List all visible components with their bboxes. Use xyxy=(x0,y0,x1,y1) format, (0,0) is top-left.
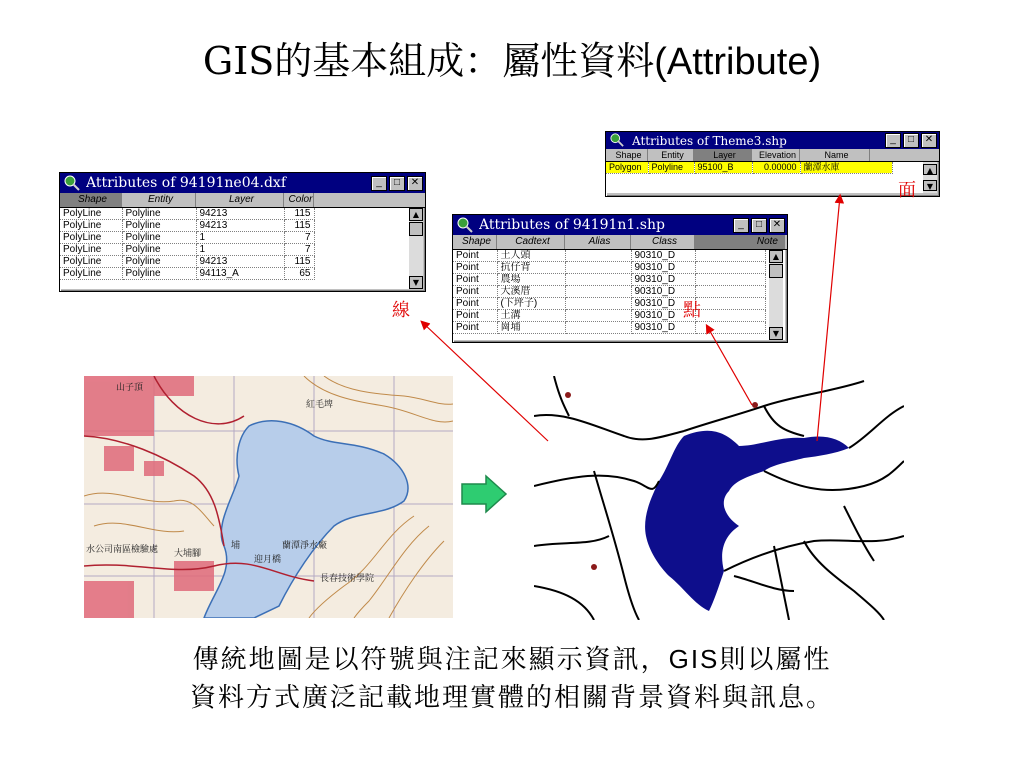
column-header-alias[interactable]: Alias xyxy=(565,235,631,249)
cell-shape: Point xyxy=(453,250,497,262)
cell-shape: Point xyxy=(453,274,497,286)
column-header-shape[interactable]: Shape xyxy=(453,235,497,249)
cell-class: 90310_D xyxy=(631,310,695,322)
label-point: 點 xyxy=(683,300,701,321)
cell-entity: Polyline xyxy=(122,256,196,268)
cell-layer: 94113_A xyxy=(196,268,284,280)
cell-class: 90310_D xyxy=(631,322,695,334)
column-header-entity[interactable]: Entity xyxy=(648,149,694,161)
cell-cadtext: (下坪子) xyxy=(497,298,565,310)
label-area: 面 xyxy=(898,180,916,201)
window-title: Attributes of 94191ne04.dxf xyxy=(86,175,287,191)
cell-cadtext: 農場 xyxy=(497,274,565,286)
map-label: 長春技術學院 xyxy=(320,574,375,584)
cell-class: 90310_D xyxy=(631,250,695,262)
cell-layer: 1 xyxy=(196,244,284,256)
map-label: 迎月橋 xyxy=(254,555,282,565)
close-button[interactable]: ✕ xyxy=(407,176,423,191)
cell-shape: PolyLine xyxy=(60,232,122,244)
cell-color: 115 xyxy=(284,220,314,232)
column-header-color[interactable]: Color xyxy=(284,193,314,207)
cell-shape: PolyLine xyxy=(60,208,122,220)
column-header-note[interactable]: Note xyxy=(695,235,785,249)
cell-shape: Point xyxy=(453,310,497,322)
map-label: 大埔腳 xyxy=(174,549,202,559)
minimize-button[interactable]: _ xyxy=(885,133,901,148)
maximize-button[interactable]: □ xyxy=(389,176,405,191)
column-header-name[interactable]: Name xyxy=(800,149,870,161)
scroll-up-arrow-icon[interactable]: ▲ xyxy=(923,164,937,175)
slide-title-main: GIS的基本組成：屬性資料 xyxy=(202,39,655,83)
cell-entity: Polyline xyxy=(122,244,196,256)
cell-class: 90310_D xyxy=(631,286,695,298)
cell-cadtext: 崗埔 xyxy=(497,322,565,334)
close-button[interactable]: ✕ xyxy=(769,218,785,233)
cell-layer: 95100_B xyxy=(694,162,752,174)
caption-text: GIS xyxy=(668,644,720,674)
cell-class: 90310_D xyxy=(631,262,695,274)
window-title: Attributes of Theme3.shp xyxy=(632,133,787,148)
scroll-down-arrow-icon[interactable]: ▼ xyxy=(923,180,937,191)
scroll-up-arrow-icon[interactable]: ▲ xyxy=(409,208,423,221)
cell-layer: 94213 xyxy=(196,256,284,268)
cell-cadtext: 土溝 xyxy=(497,310,565,322)
cell-color: 65 xyxy=(284,268,314,280)
cell-entity: Polyline xyxy=(122,220,196,232)
cell-color: 7 xyxy=(284,232,314,244)
arrow-line-feature xyxy=(422,322,548,441)
cell-entity: Polyline xyxy=(122,232,196,244)
caption-text: 傳統地圖是以符號與注記來顯示資訊， xyxy=(192,645,669,675)
scroll-down-arrow-icon[interactable]: ▼ xyxy=(409,276,423,289)
maximize-button[interactable]: □ xyxy=(903,133,919,148)
cell-color: 115 xyxy=(284,208,314,220)
arrow-point-feature xyxy=(707,326,752,405)
cell-shape: PolyLine xyxy=(60,244,122,256)
map-label: 山子頂 xyxy=(116,383,144,393)
map-label: 埔 xyxy=(231,541,241,551)
cell-name: 蘭潭水庫 xyxy=(800,162,892,174)
maximize-button[interactable]: □ xyxy=(751,218,767,233)
cell-shape: Polygon xyxy=(606,162,648,174)
cell-elevation: 0.00000 xyxy=(752,162,800,174)
cell-cadtext: 土人頭 xyxy=(497,250,565,262)
cell-cadtext: 抗仔背 xyxy=(497,262,565,274)
column-header-entity[interactable]: Entity xyxy=(122,193,196,207)
label-line: 線 xyxy=(392,300,410,321)
map-label: 水公司南區檢驗處 xyxy=(86,545,159,555)
map-label: 蘭潭淨水廠 xyxy=(282,541,328,551)
window-title: Attributes of 94191n1.shp xyxy=(479,217,665,233)
cell-shape: Point xyxy=(453,322,497,334)
cell-layer: 94213 xyxy=(196,208,284,220)
slide-caption xyxy=(100,640,924,717)
column-header-shape[interactable]: Shape xyxy=(606,149,648,161)
column-header-cadtext[interactable]: Cadtext xyxy=(497,235,565,249)
scroll-down-arrow-icon[interactable]: ▼ xyxy=(769,327,783,340)
scroll-up-arrow-icon[interactable]: ▲ xyxy=(769,250,783,263)
minimize-button[interactable]: _ xyxy=(733,218,749,233)
column-header-layer[interactable]: Layer xyxy=(196,193,284,207)
cell-shape: Point xyxy=(453,298,497,310)
cell-layer: 94213 xyxy=(196,220,284,232)
slide-title-suffix: (Attribute) xyxy=(654,41,822,83)
caption-text: 則以屬性 xyxy=(719,645,832,675)
arrow-area-feature xyxy=(817,196,840,441)
cell-shape: Point xyxy=(453,286,497,298)
cell-layer: 1 xyxy=(196,232,284,244)
cell-cadtext: 大溪厝 xyxy=(497,286,565,298)
column-header-shape[interactable]: Shape xyxy=(60,193,122,207)
map-label: 紅毛埤 xyxy=(306,400,334,410)
cell-class: 90310_D xyxy=(631,298,695,310)
cell-entity: Polyline xyxy=(122,208,196,220)
caption-line-2: 資料方式廣泛記載地理實體的相關背景資料與訊息。 xyxy=(189,683,834,713)
column-header-class[interactable]: Class xyxy=(631,235,695,249)
cell-shape: Point xyxy=(453,262,497,274)
column-header-elevation[interactable]: Elevation xyxy=(752,149,800,161)
cell-entity: Polyline xyxy=(648,162,694,174)
caption-line-1 xyxy=(100,640,924,679)
column-header-layer[interactable]: Layer xyxy=(694,149,752,161)
cell-color: 115 xyxy=(284,256,314,268)
cell-shape: PolyLine xyxy=(60,256,122,268)
minimize-button[interactable]: _ xyxy=(371,176,387,191)
cell-class: 90310_D xyxy=(631,274,695,286)
cell-color: 7 xyxy=(284,244,314,256)
cell-shape: PolyLine xyxy=(60,268,122,280)
cell-shape: PolyLine xyxy=(60,220,122,232)
cell-entity: Polyline xyxy=(122,268,196,280)
close-button[interactable]: ✕ xyxy=(921,133,937,148)
